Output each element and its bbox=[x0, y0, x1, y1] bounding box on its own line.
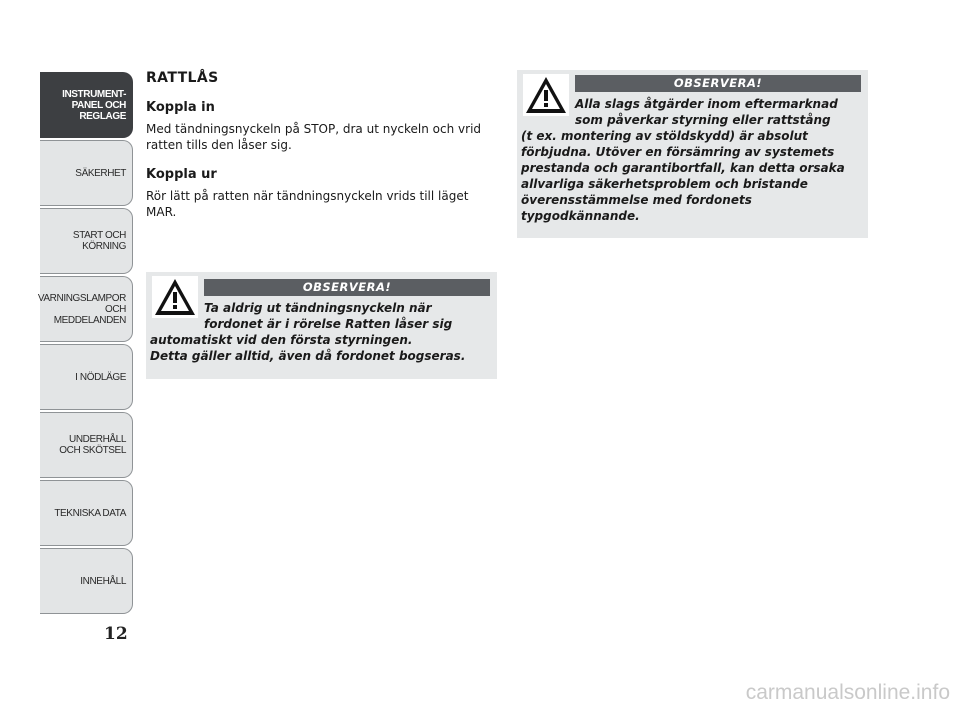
warning-body-text: (t ex. montering av stöldskydd) är absolut förbjudna. Utöver en försämring av systemets prestanda och garantibortfall, kan detta orsaka allvarliga säkerhetsproblem och bristande överensstämmelse med fordonets typgodkännande. bbox=[521, 129, 845, 223]
paragraph-engage: Med tändningsnyckeln på STOP, dra ut nyckeln och vrid ratten tills den låser sig. bbox=[146, 122, 482, 152]
paragraph-disengage: Rör lätt på ratten när tändningsnyckeln vrids till läget MAR. bbox=[146, 189, 469, 219]
tab-safety[interactable]: SÄKERHET bbox=[40, 140, 133, 206]
tab-technical-data[interactable]: TEKNISKA DATA bbox=[40, 480, 133, 546]
subheading-engage: Koppla in bbox=[146, 100, 215, 115]
section-heading: RATTLÅS bbox=[146, 70, 219, 86]
warning-lead-text: Alla slags åtgärder inom eftermarknad som påverkar styrning eller rattstång bbox=[575, 97, 838, 127]
warning-body-text: automatiskt vid den första styrningen. Detta gäller alltid, även då fordonet bogseras. bbox=[150, 333, 466, 363]
main-column bbox=[146, 70, 496, 234]
warning-box-aftermarket bbox=[517, 70, 868, 238]
warning-triangle-icon bbox=[523, 74, 569, 116]
watermark: carmanualsonline.info bbox=[745, 681, 950, 704]
tab-instrument-panel[interactable]: INSTRUMENT- PANEL OCH REGLAGE bbox=[40, 72, 133, 138]
tab-emergency[interactable]: I NÖDLÄGE bbox=[40, 344, 133, 410]
page-number: 12 bbox=[104, 624, 128, 644]
tab-contents[interactable]: INNEHÅLL bbox=[40, 548, 133, 614]
tab-start-driving[interactable]: START OCH KÖRNING bbox=[40, 208, 133, 274]
tab-warning-lamps[interactable]: VARNINGSLAMPOR OCH MEDDELANDEN bbox=[40, 276, 133, 342]
tab-maintenance[interactable]: UNDERHÅLL OCH SKÖTSEL bbox=[40, 412, 133, 478]
subheading-disengage: Koppla ur bbox=[146, 167, 217, 182]
warning-triangle-icon bbox=[152, 276, 198, 318]
warning-label: OBSERVERA! bbox=[204, 279, 490, 296]
warning-lead-text: Ta aldrig ut tändningsnyckeln när fordonet är i rörelse Ratten låser sig bbox=[204, 301, 453, 331]
warning-label: OBSERVERA! bbox=[575, 75, 861, 92]
warning-box-key bbox=[146, 272, 497, 379]
